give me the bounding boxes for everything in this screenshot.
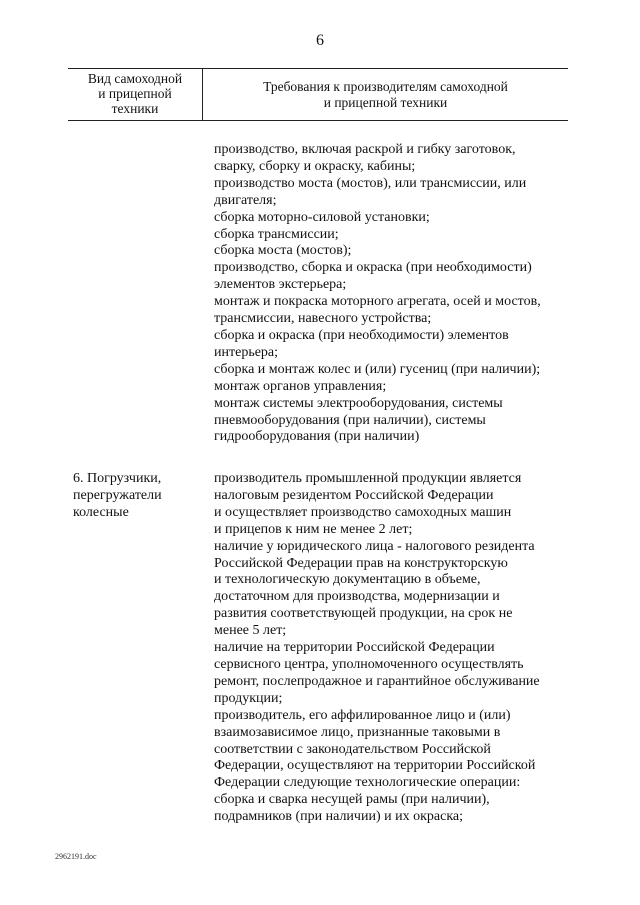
requirement-line: развития соответствующей продукции, на срок не [214, 606, 513, 622]
requirement-line: сборка и окраска (при необходимости) элементов [214, 327, 509, 343]
item6-vehicle-type [73, 471, 203, 522]
requirement-line: сварку, сборку и окраску, кабины; [214, 158, 416, 174]
header-bottom-rule [68, 120, 568, 121]
vehicle-type-line: перегружатели [73, 487, 162, 503]
column-header-requirements-line: и прицепной техники [323, 94, 448, 110]
page-number: 6 [316, 32, 324, 49]
requirement-line: монтаж и покраска моторного агрегата, осей и мостов, [214, 294, 541, 310]
column-header-requirements-line: Требования к производителям самоходной [263, 79, 508, 94]
requirement-line: налоговым резидентом Российской Федерации [214, 487, 494, 503]
requirement-line: и прицепов к ним не менее 2 лет; [214, 521, 413, 537]
requirement-line: сборка моста (мостов); [214, 243, 352, 259]
requirement-line: и осуществляет производство самоходных машин [214, 504, 512, 520]
requirement-line: монтаж системы электрооборудования, системы [214, 395, 503, 411]
requirement-line: Федерации, осуществляют на территории Российской [214, 758, 536, 774]
requirement-line: взаимозависимое лицо, признанные таковыми в [214, 724, 501, 740]
requirement-line: двигателя; [214, 192, 277, 208]
requirement-line: наличие у юридического лица - налогового резидента [214, 538, 535, 554]
requirement-line: производство, включая раскрой и гибку заготовок, [214, 142, 516, 157]
requirement-line: сборка и монтаж колес и (или) гусениц (при наличии); [214, 361, 541, 377]
requirement-line: сервисного центра, уполномоченного осуществлять [214, 656, 524, 672]
table-header [68, 68, 568, 120]
requirement-line: гидрооборудования (при наличии) [214, 429, 420, 445]
continued-requirements [214, 142, 574, 446]
requirement-line: продукции; [214, 690, 283, 706]
requirement-line: сборка трансмиссии; [214, 226, 339, 242]
document-filename: 2962191.doc [55, 852, 97, 861]
requirement-line: Федерации следующие технологические операции: [214, 775, 521, 791]
requirement-line: пневмооборудования (при наличии), системы [214, 412, 486, 428]
item6-requirements [214, 471, 574, 826]
column-header-type [68, 71, 202, 116]
requirement-line: сборка и сварка несущей рамы (при наличии), [214, 792, 490, 808]
requirement-line: наличие на территории Российской Федерации [214, 640, 495, 656]
requirement-line: элементов экстерьера; [214, 277, 347, 293]
requirement-line: трансмиссии, навесного устройства; [214, 311, 432, 327]
vehicle-type-line: 6. Погрузчики, [73, 471, 162, 486]
column-header-type-line: и прицепной [98, 86, 172, 101]
requirement-line: ремонт, послепродажное и гарантийное обслуживание [214, 673, 540, 689]
requirement-line: соответствии с законодательством Российской [214, 741, 491, 757]
requirement-line: подрамников (при наличии) и их окраска; [214, 809, 464, 825]
requirement-line: достаточном для производства, модернизации и [214, 589, 500, 605]
requirement-line: и технологическую документацию в объеме, [214, 572, 481, 588]
requirement-line: Российской Федерации прав на конструкторскую [214, 555, 508, 571]
requirement-line: производитель промышленной продукции является [214, 471, 522, 486]
vehicle-type-line: колесные [73, 504, 129, 520]
requirement-line: менее 5 лет; [214, 623, 287, 639]
requirement-line: производство моста (мостов), или трансмиссии, или [214, 175, 527, 191]
requirement-line: производитель, его аффилированное лицо и (или) [214, 707, 511, 723]
requirement-line: интерьера; [214, 344, 279, 360]
header-top-rule [68, 68, 568, 69]
requirement-line: производство, сборка и окраска (при необходимости) [214, 260, 532, 276]
column-header-type-line: Вид самоходной [87, 71, 183, 86]
requirement-line: сборка моторно-силовой установки; [214, 209, 430, 225]
column-header-type-line: техники [111, 101, 159, 116]
column-header-requirements [203, 79, 568, 110]
requirement-line: монтаж органов управления; [214, 378, 387, 394]
